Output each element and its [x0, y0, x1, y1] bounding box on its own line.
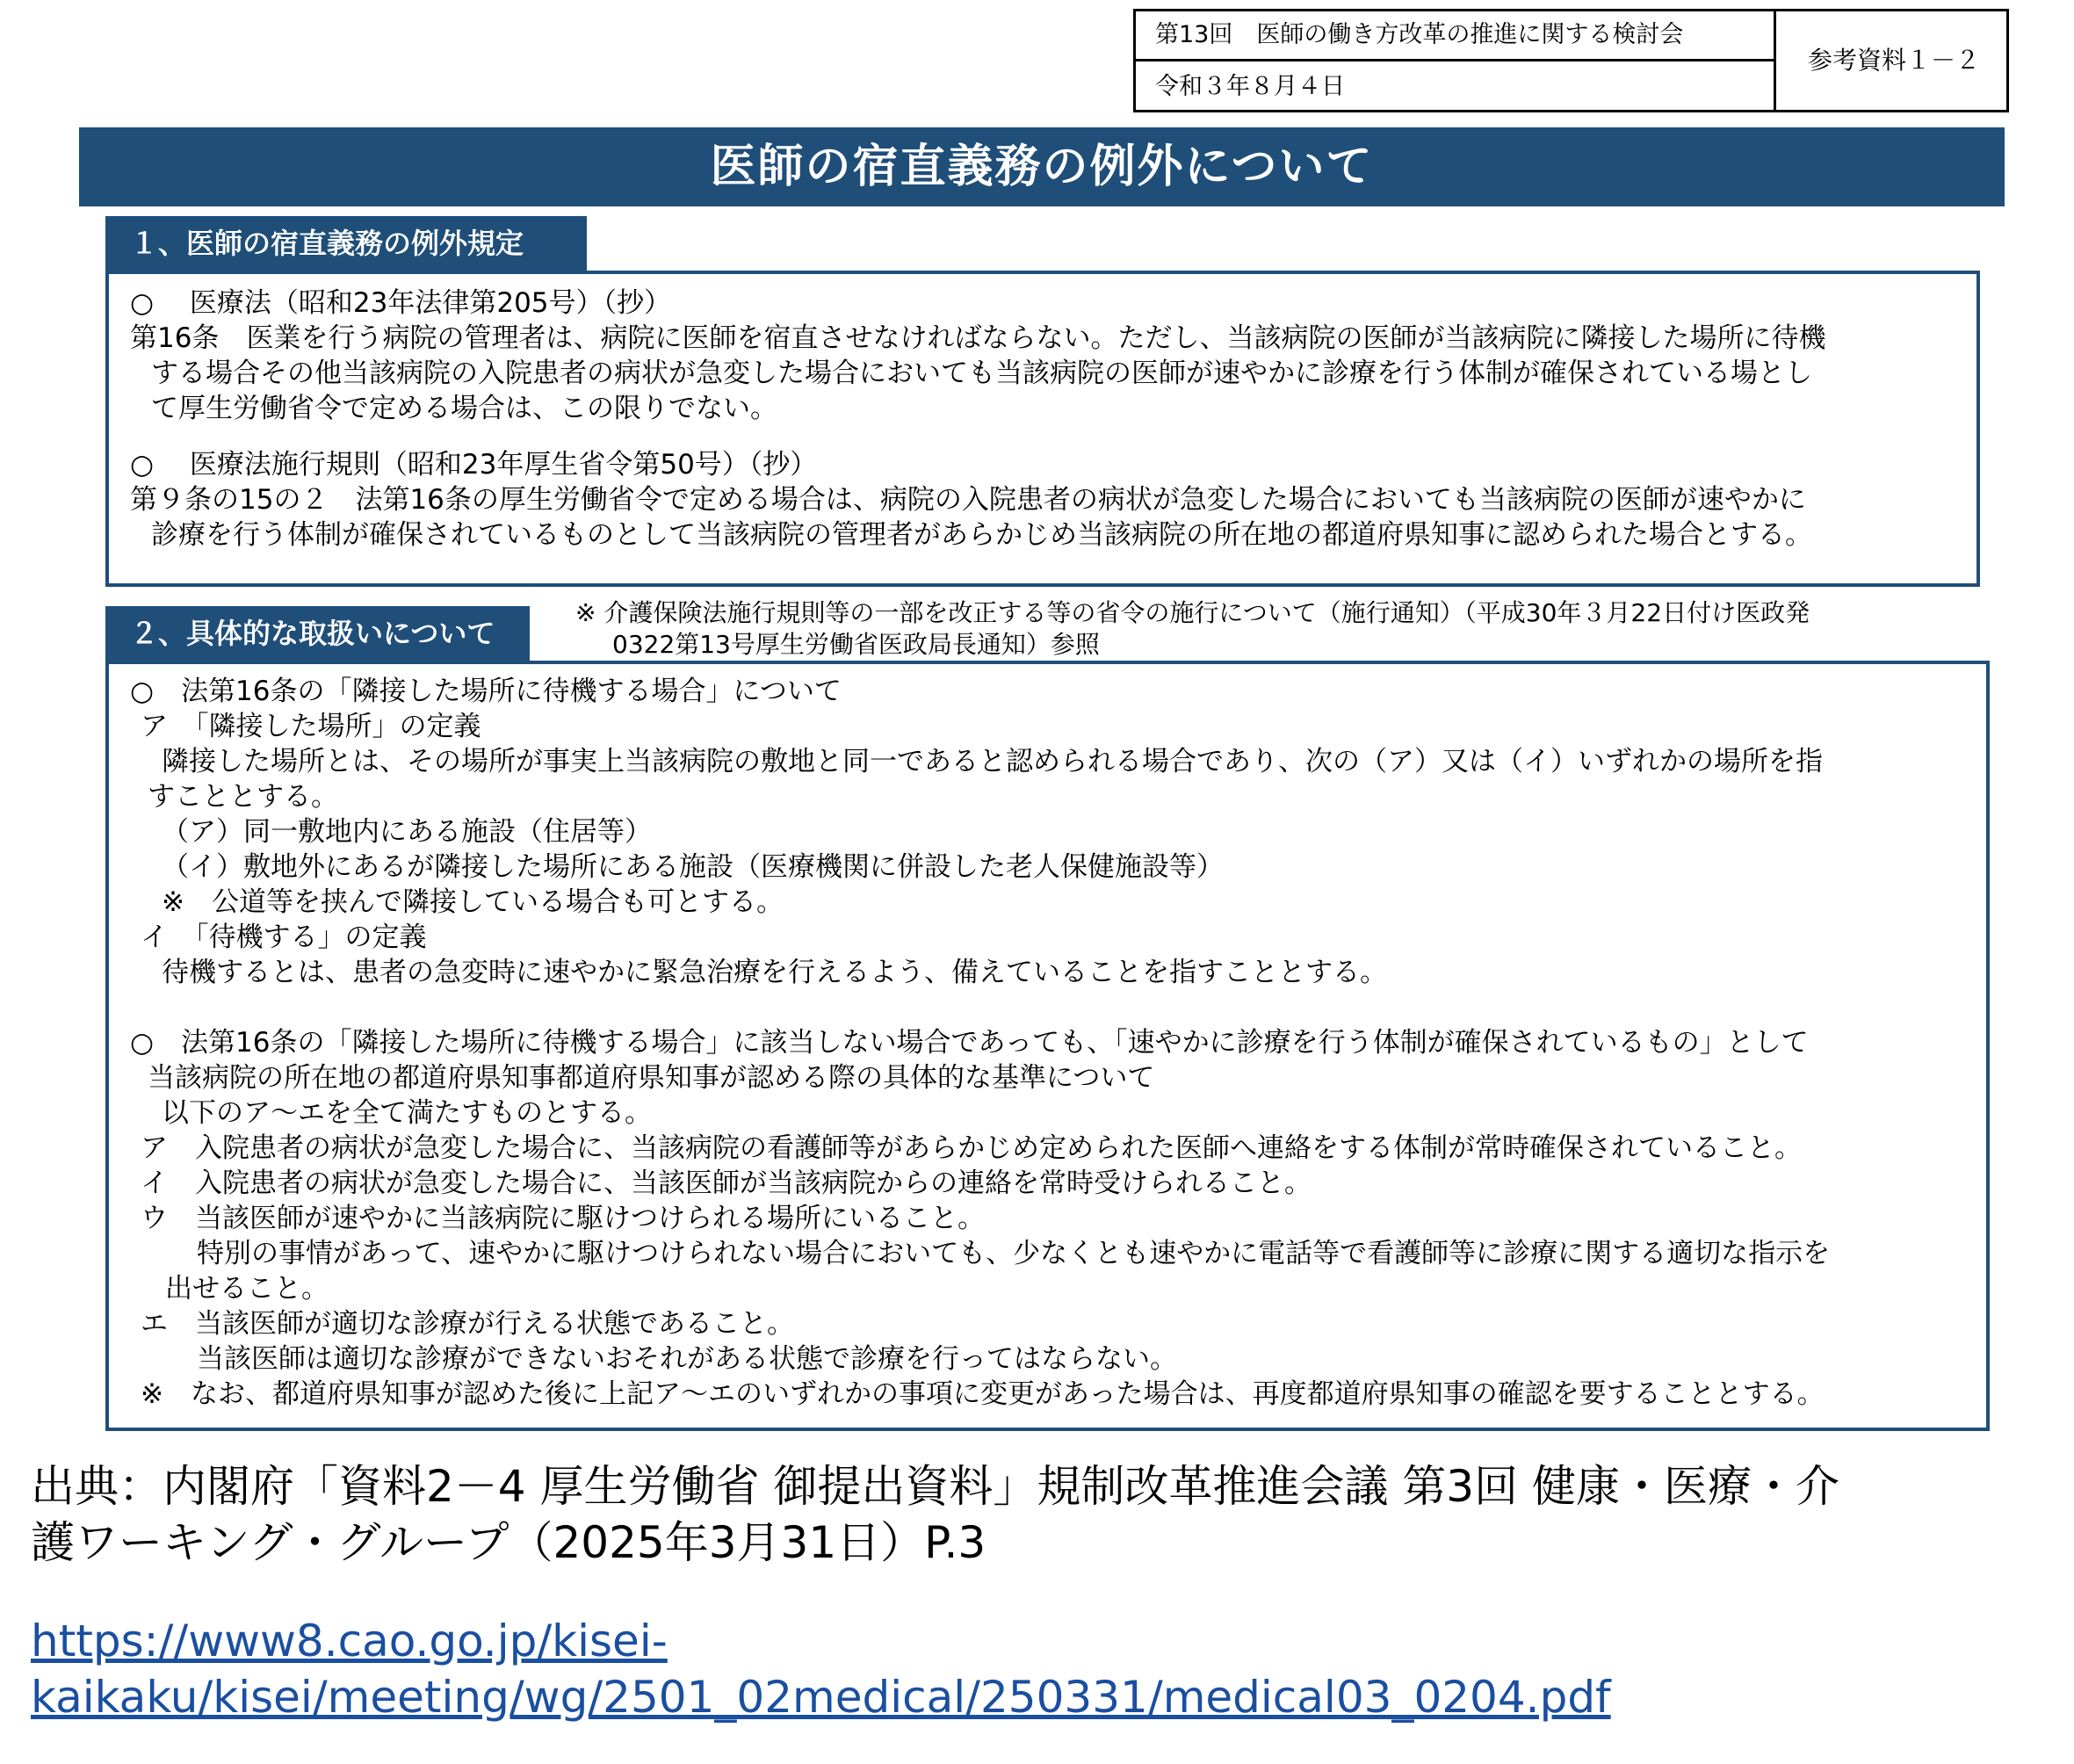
text-line: ○ 医療法施行規則（昭和23年厚生省令第50号）（抄） [130, 449, 818, 481]
reference-note-line: 0322第13号厚生労働省医政局長通知）参照 [612, 630, 1100, 659]
reference-note-line: ※ 介護保険法施行規則等の一部を改正する等の省令の施行について（施行通知）（平成30年３月22日付け医政発 [575, 598, 1810, 627]
source-citation-line: 出典：内閣府「資料2－4 厚生労働省 御提出資料」規制改革推進会議 第3回 健康・医療・介 [31, 1461, 1840, 1512]
text-line: （イ）敷地外にあるが隣接した場所にある施設（医療機関に併設した老人保健施設等） [162, 851, 1224, 883]
meeting-date: 令和３年８月４日 [1155, 73, 1345, 100]
text-line: ア 入院患者の病状が急変した場合に、当該病院の看護師等があらかじめ定められた医師へ連絡をする体制が常時確保されていること。 [141, 1132, 1802, 1164]
section-1-box [105, 271, 1980, 587]
source-citation-line: 護ワーキング・グループ（2025年3月31日）P.3 [31, 1517, 986, 1568]
source-url-line[interactable]: kaikaku/kisei/meeting/wg/2501_02medical/250331/medical03_0204.pdf [31, 1672, 1611, 1723]
reference-note [575, 597, 1810, 661]
text-line: 隣接した場所とは、その場所が事実上当該病院の敷地と同一であると認められる場合であり、次の（ア）又は（イ）いずれかの場所を指 [162, 746, 1823, 777]
meeting-name: 第13回 医師の働き方改革の推進に関する検討会 [1136, 11, 1774, 61]
text-line: 当該医師は適切な診療ができないおそれがある状態で診療を行ってはならない。 [197, 1343, 1177, 1375]
text-line: ア 「隣接した場所」の定義 [141, 711, 481, 742]
text-line: イ 「待機する」の定義 [141, 922, 427, 953]
document-number: 参考資料１－２ [1807, 46, 1980, 75]
text-line: ○ 法第16条の「隣接した場所に待機する場合」について [130, 676, 842, 707]
source-citation [31, 1458, 1839, 1571]
source-url-link[interactable] [31, 1613, 1611, 1725]
meta-left-cell [1136, 11, 1776, 110]
document-meta-box [1133, 9, 2009, 112]
section-2-heading: ２、具体的な取扱いについて [105, 606, 530, 661]
text-line: イ 入院患者の病状が急変した場合に、当該医師が当該病院からの連絡を常時受けられること。 [141, 1168, 1312, 1199]
text-line: ○ 医療法（昭和23年法律第205号）（抄） [130, 287, 672, 319]
text-line: 診療を行う体制が確保されているものとして当該病院の管理者があらかじめ当該病院の所在地の都道府県知事に認められた場合とする。 [151, 519, 1812, 551]
section-1-heading: １、医師の宿直義務の例外規定 [105, 216, 587, 271]
section-2-box [105, 661, 1990, 1431]
text-line: 以下のア～エを全て満たすものとする。 [162, 1097, 652, 1129]
text-line: 出せること。 [165, 1273, 329, 1305]
text-line: 当該病院の所在地の都道府県知事都道府県知事が認める際の具体的な基準について [148, 1062, 1155, 1094]
text-line: 特別の事情があって、速やかに駆けつけられない場合においても、少なくとも速やかに電話等で看護師等に診療に関する適切な指示を [197, 1238, 1831, 1269]
text-line: すこととする。 [148, 781, 338, 813]
source-url-line[interactable]: https://www8.cao.go.jp/kisei- [31, 1616, 668, 1666]
text-line: する場合その他当該病院の入院患者の病状が急変した場合においても当該病院の医師が速やかに診療を行う体制が確保されている場とし [151, 358, 1812, 389]
text-line: ウ 当該医師が速やかに当該病院に駆けつけられる場所にいること。 [141, 1203, 985, 1234]
text-line: ※ 公道等を挟んで隣接している場合も可とする。 [162, 886, 784, 918]
text-line: 待機するとは、患者の急変時に速やかに緊急治療を行えるよう、備えていることを指すこととする。 [162, 957, 1387, 988]
text-line: ○ 法第16条の「隣接した場所に待機する場合」に該当しない場合であっても、「速やかに診療を行う体制が確保されているもの」として [130, 1027, 1809, 1059]
text-line: 第９条の15の２ 法第16条の厚生労働省令で定める場合は、病院の入院患者の病状が急変した場合においても当該病院の医師が速やかに [130, 484, 1806, 516]
page-title: 医師の宿直義務の例外について [79, 127, 2005, 206]
text-line: て厚生労働省令で定める場合は、この限りでない。 [151, 393, 777, 424]
text-line: （ア）同一敷地内にある施設（住居等） [162, 816, 652, 848]
text-line: ※ なお、都道府県知事が認めた後に上記ア～エのいずれかの事項に変更があった場合は、再度都道府県知事の確認を要することとする。 [141, 1378, 1825, 1410]
text-line: 第16条 医業を行う病院の管理者は、病院に医師を宿直させなければならない。ただし、当該病院の医師が当該病院に隣接した場所に待機 [130, 322, 1826, 354]
text-line: エ 当該医師が適切な診療が行える状態であること。 [141, 1308, 794, 1340]
